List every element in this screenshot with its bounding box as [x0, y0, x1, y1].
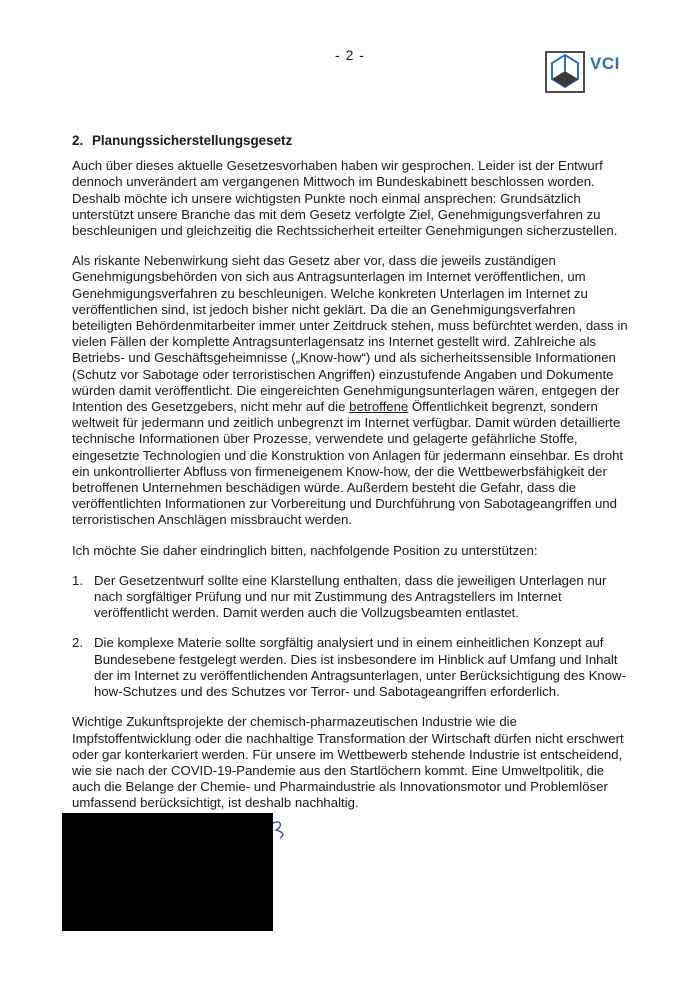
- list-item-text: Der Gesetzentwurf sollte eine Klarstellung enthalten, dass die jeweiligen Unterlagen nur nach sorgfältiger Prüfung und nur mit Zustimmung des Antragstellers im Internet veröffentlicht werden. Damit werden auch die Vollzugsbeamten entlastet.: [94, 572, 607, 621]
- list-item-text: Die komplexe Materie sollte sorgfältig analysiert und in einem einheitlichen Konzept auf Bundesebene festgelegt werden. Dies ist insbesondere im Hinblick auf Umfang und Inhalt der im Internet zu veröffentlichenden Antragsunterlagen, unter Berücksichtigung des Know-how-Schutzes und des Schutzes vor Terror- und Sabotageangriffen erforderlich.: [94, 635, 626, 700]
- underlined-word: betroffene: [349, 399, 409, 415]
- section-title: Planungssicherstellungsgesetz: [92, 133, 293, 148]
- list-item-number: 1.: [72, 572, 83, 588]
- page-number: - 2 -: [335, 47, 365, 63]
- redaction-block: [62, 813, 273, 931]
- paragraph-1: Auch über dieses aktuelle Gesetzesvorhaben haben wir gesprochen. Leider ist der Entwurf dennoch unverändert am vergangenen Mittwoch im Bundeskabinett beschlossen worden. Deshalb möchte ich unsere wichtigsten Punkte noch einmal ansprechen: Grundsätzlich unterstützt unsere Branche das mit dem Gesetz verfolgte Ziel, Genehmigungsverfahren zu beschleunigen und gleichzeitig die Rechtssicherheit erteilter Genehmigungen sicherzustellen.: [72, 158, 618, 239]
- list-item-number: 2.: [72, 635, 83, 651]
- final-paragraph: Wichtige Zukunftsprojekte der chemisch-pharmazeutischen Industrie wie die Impfstoffentwicklung oder die nachhaltige Transformation der Wirtschaft dürfen nicht erschwert oder gar konterkariert werden. Für unsere im Wettbewerb stehende Industrie ist entscheidend, wie sie nach der COVID-19-Pandemie aus den Startlöchern kommt. Eine Umweltpolitik, die auch die Belange der Chemie- und Pharmaindustrie als Innovationsmotor und Problemlöser umfassend berücksichtigt, ist deshalb nachhaltig.: [72, 714, 624, 811]
- list-item: [72, 635, 628, 700]
- logo-text: VCI: [590, 54, 620, 73]
- letter-body: [72, 133, 628, 846]
- paragraph-2-part-1: Als riskante Nebenwirkung sieht das Gesetz aber vor, dass die jeweils zuständigen Genehmigungsbehörden von sich aus Antragsunterlagen im Internet veröffentlichen, um Genehmigungsverfahren zu beschleunigen. Welche konkreten Unterlagen im Internet zu veröffentlichen sind, ist jedoch bisher nicht geklärt. Da die an Genehmigungsverfahren beteiligten Behördenmitarbeiter immer unter Zeitdruck stehen, muss befürchtet werden, dass in vielen Fällen der komplette Antragsunterlagensatz ins Internet gestellt wird. Zahlreiche als Betriebs- und Geschäftsgeheimnisse („Know-how“) und als sicherheitssensible Informationen (Schutz vor Sabotage oder terroristischen Angriffen) einzustufende Angaben und Dokumente würden damit veröffentlicht. Die eingereichten Genehmigungsunterlagen wären, entgegen der Intention des Gesetzgebers, nicht mehr auf die: [72, 253, 628, 415]
- section-heading: [72, 133, 628, 149]
- paragraph-3: Ich möchte Sie daher eindringlich bitten, nachfolgende Position zu unterstützen:: [72, 542, 538, 558]
- list-item: [72, 573, 628, 622]
- vci-logo: [542, 44, 626, 100]
- paragraph-2: [72, 253, 628, 528]
- vci-logo-icon: [542, 44, 588, 100]
- section-number: 2.: [72, 133, 84, 148]
- paragraph-2-part-2: Öffentlichkeit begrenzt, sondern weltweit für jedermann und zeitlich unbegrenzt im Internet verfügbar. Damit würden detaillierte technische Informationen über Prozesse, verwendete und gelagerte gefährliche Stoffe, eingesetzte Technologien und die Konstruktion von Anlagen für jedermann einsehbar. Es droht ein unkontrollierter Abfluss von firmeneigenem Know-how, der die Wettbewerbsfähigkeit der betroffenen Unternehmen beschädigen würde. Außerdem besteht die Gefahr, dass die veröffentlichten Informationen zur Vorbereitung und Durchführung von Sabotageangriffen und terroristischen Anschlägen missbraucht werden.: [72, 399, 624, 528]
